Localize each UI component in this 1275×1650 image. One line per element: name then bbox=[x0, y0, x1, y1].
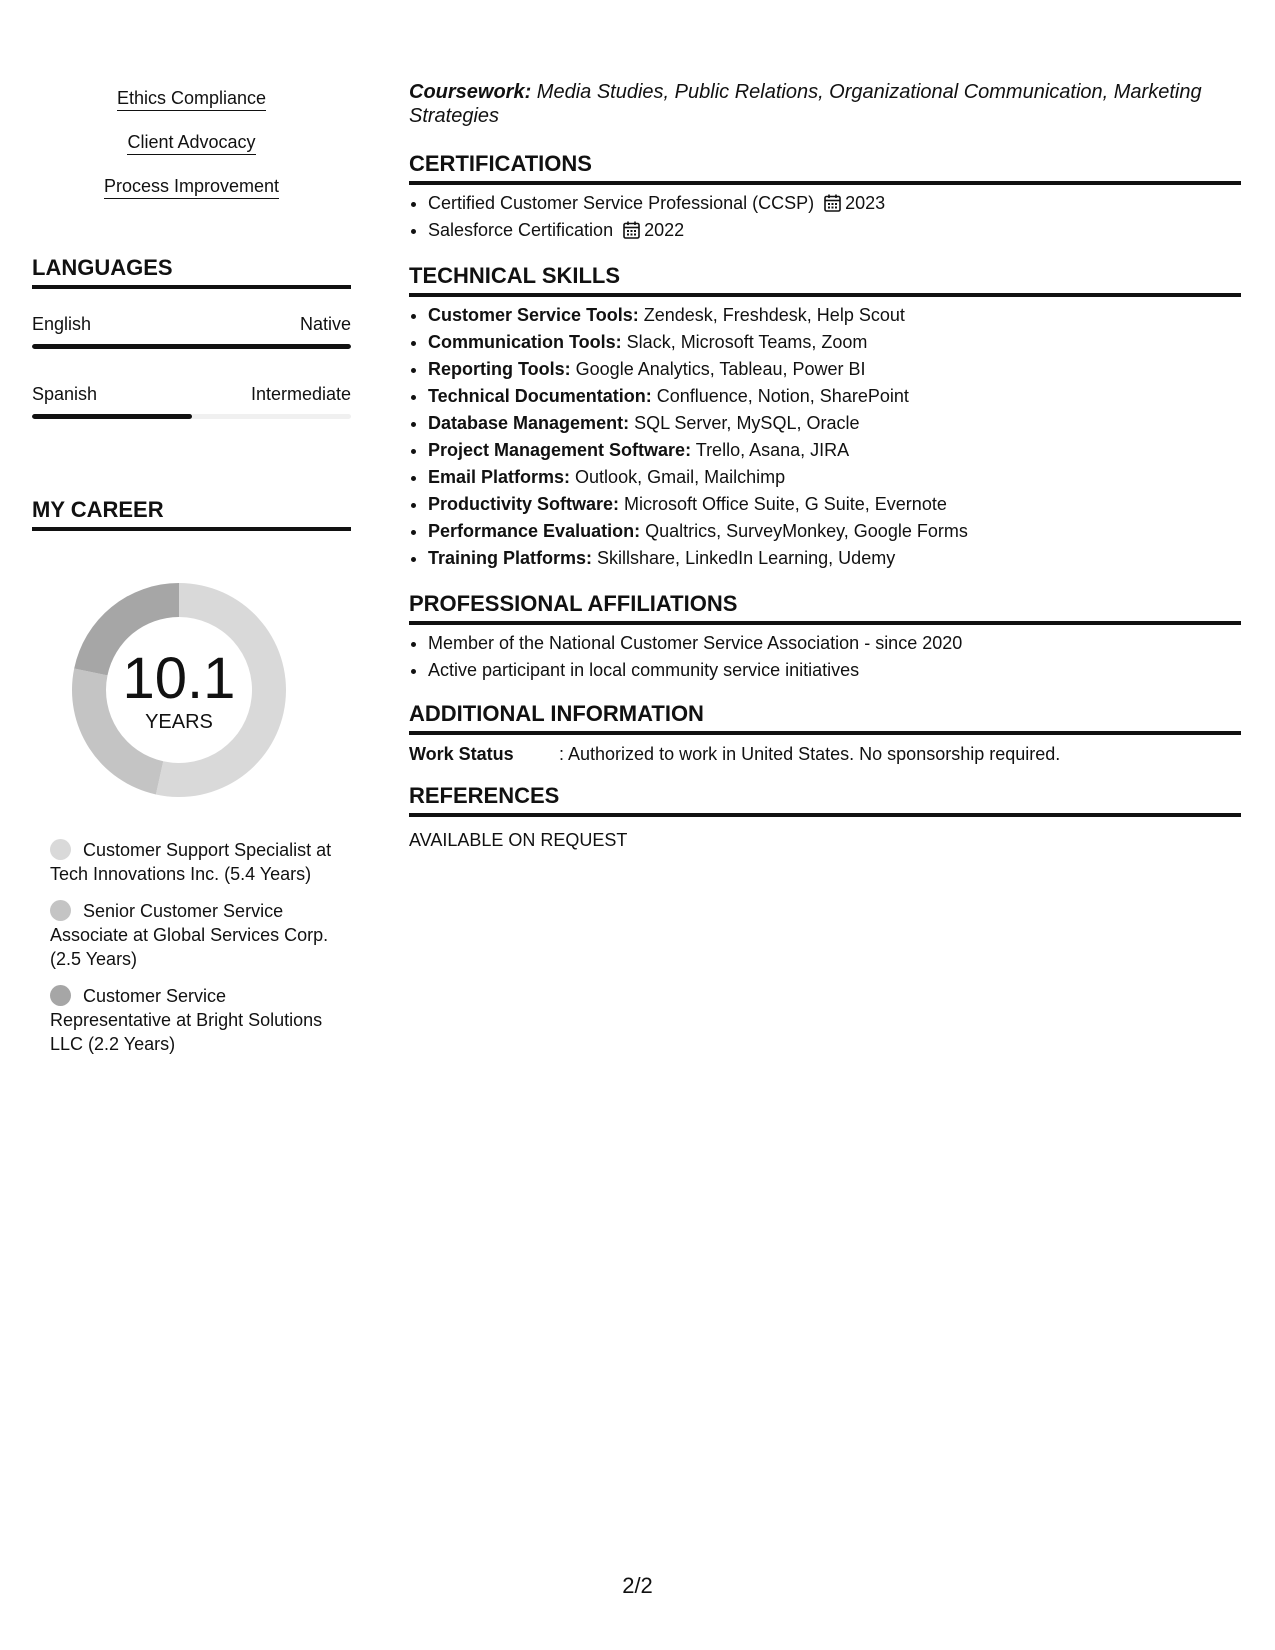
references-heading: REFERENCES bbox=[409, 782, 1241, 817]
certification-name: Certified Customer Service Professional (CCSP) bbox=[428, 193, 815, 213]
certifications-heading: CERTIFICATIONS bbox=[409, 150, 1241, 185]
page-number: 2/2 bbox=[622, 1573, 653, 1598]
skill-value: Outlook, Gmail, Mailchimp bbox=[570, 467, 786, 487]
languages-heading: LANGUAGES bbox=[32, 254, 351, 289]
list-item bbox=[428, 356, 1240, 383]
skill-label: Performance Evaluation: bbox=[428, 521, 641, 541]
language-bar-fill bbox=[32, 414, 192, 419]
skill-label: Productivity Software: bbox=[428, 494, 620, 514]
skill-value: Slack, Microsoft Teams, Zoom bbox=[621, 332, 868, 352]
calendar-icon bbox=[623, 221, 640, 239]
skill-label: Email Platforms: bbox=[428, 467, 571, 487]
career-legend-item bbox=[50, 838, 340, 886]
skill-label: Project Management Software: bbox=[428, 440, 692, 460]
list-item bbox=[428, 464, 1240, 491]
language-name: Spanish bbox=[32, 384, 98, 404]
skill-tag: Process Improvement bbox=[104, 174, 279, 199]
career-legend-item bbox=[50, 984, 340, 1056]
language-name: English bbox=[32, 314, 92, 334]
certifications-list bbox=[409, 190, 1240, 244]
legend-dot bbox=[50, 985, 71, 1006]
skill-tag: Client Advocacy bbox=[127, 130, 255, 155]
skill-value: Qualtrics, SurveyMonkey, Google Forms bbox=[640, 521, 968, 541]
language-level: Native bbox=[299, 314, 351, 334]
certification-year: 2022 bbox=[644, 220, 685, 240]
career-total: 10.1 bbox=[122, 646, 236, 711]
affiliations-list bbox=[409, 630, 1240, 684]
skill-label: Customer Service Tools: bbox=[428, 305, 639, 325]
coursework bbox=[409, 80, 1241, 128]
legend-label: Customer Service Representative at Bright Solutions LLC (2.2 Years) bbox=[50, 986, 323, 1054]
language-bar-fill bbox=[32, 344, 351, 349]
legend-dot bbox=[50, 900, 71, 921]
list-item bbox=[428, 437, 1240, 464]
list-item bbox=[428, 302, 1240, 329]
skill-value: Microsoft Office Suite, G Suite, Evernote bbox=[619, 494, 947, 514]
skill-value: Google Analytics, Tableau, Power BI bbox=[570, 359, 866, 379]
list-item bbox=[428, 190, 1240, 217]
list-item bbox=[428, 410, 1240, 437]
career-legend-item bbox=[50, 899, 340, 971]
list-item bbox=[428, 518, 1240, 545]
technical-skills-heading: TECHNICAL SKILLS bbox=[409, 262, 1241, 297]
language-bar-english bbox=[32, 344, 351, 349]
skill-value: Confluence, Notion, SharePoint bbox=[651, 386, 909, 406]
skill-label: Training Platforms: bbox=[428, 548, 593, 568]
career-unit: YEARS bbox=[145, 711, 213, 733]
skill-tag: Ethics Compliance bbox=[117, 86, 266, 111]
list-item: • Member of the National Customer Service Association - since 2020 bbox=[428, 630, 1240, 657]
career-legend bbox=[50, 838, 340, 1069]
work-status-value: : Authorized to work in United States. No sponsorship required. bbox=[559, 744, 1061, 764]
list-item bbox=[428, 545, 1240, 572]
language-bar-spanish bbox=[32, 414, 351, 419]
list-item bbox=[428, 491, 1240, 518]
coursework-label: Coursework: bbox=[409, 81, 532, 103]
skill-label: Technical Documentation: bbox=[428, 386, 652, 406]
skill-label: Reporting Tools: bbox=[428, 359, 571, 379]
work-status bbox=[409, 742, 1241, 766]
list-item bbox=[428, 217, 1240, 244]
calendar-icon bbox=[824, 194, 841, 212]
coursework-text: Media Studies, Public Relations, Organizational Communication, Marketing Strategies bbox=[409, 81, 1202, 127]
language-row-english bbox=[32, 312, 351, 336]
additional-info-heading: ADDITIONAL INFORMATION bbox=[409, 700, 1241, 735]
legend-label: Customer Support Specialist at Tech Innovations Inc. (5.4 Years) bbox=[50, 840, 332, 884]
work-status-label: Work Status bbox=[409, 744, 514, 764]
skill-value: Zendesk, Freshdesk, Help Scout bbox=[638, 305, 905, 325]
career-donut-chart bbox=[65, 576, 293, 804]
skill-tags bbox=[32, 86, 351, 218]
technical-skills-list bbox=[409, 302, 1240, 572]
certification-name: Salesforce Certification bbox=[428, 220, 614, 240]
language-row-spanish bbox=[32, 382, 351, 406]
list-item bbox=[428, 329, 1240, 356]
language-level: Intermediate bbox=[250, 384, 351, 404]
skill-label: Communication Tools: bbox=[428, 332, 622, 352]
legend-label: Senior Customer Service Associate at Global Services Corp. (2.5 Years) bbox=[50, 901, 329, 969]
skill-value: Skillshare, LinkedIn Learning, Udemy bbox=[592, 548, 896, 568]
references-text: AVAILABLE ON REQUEST bbox=[409, 830, 628, 850]
legend-dot bbox=[50, 839, 71, 860]
career-heading: MY CAREER bbox=[32, 496, 351, 531]
skill-value: Trello, Asana, JIRA bbox=[691, 440, 850, 460]
affiliations-heading: PROFESSIONAL AFFILIATIONS bbox=[409, 590, 1241, 625]
skill-label: Database Management: bbox=[428, 413, 630, 433]
certification-year: 2023 bbox=[845, 193, 886, 213]
list-item: • Active participant in local community service initiatives bbox=[428, 657, 1240, 684]
list-item bbox=[428, 383, 1240, 410]
skill-value: SQL Server, MySQL, Oracle bbox=[629, 413, 860, 433]
